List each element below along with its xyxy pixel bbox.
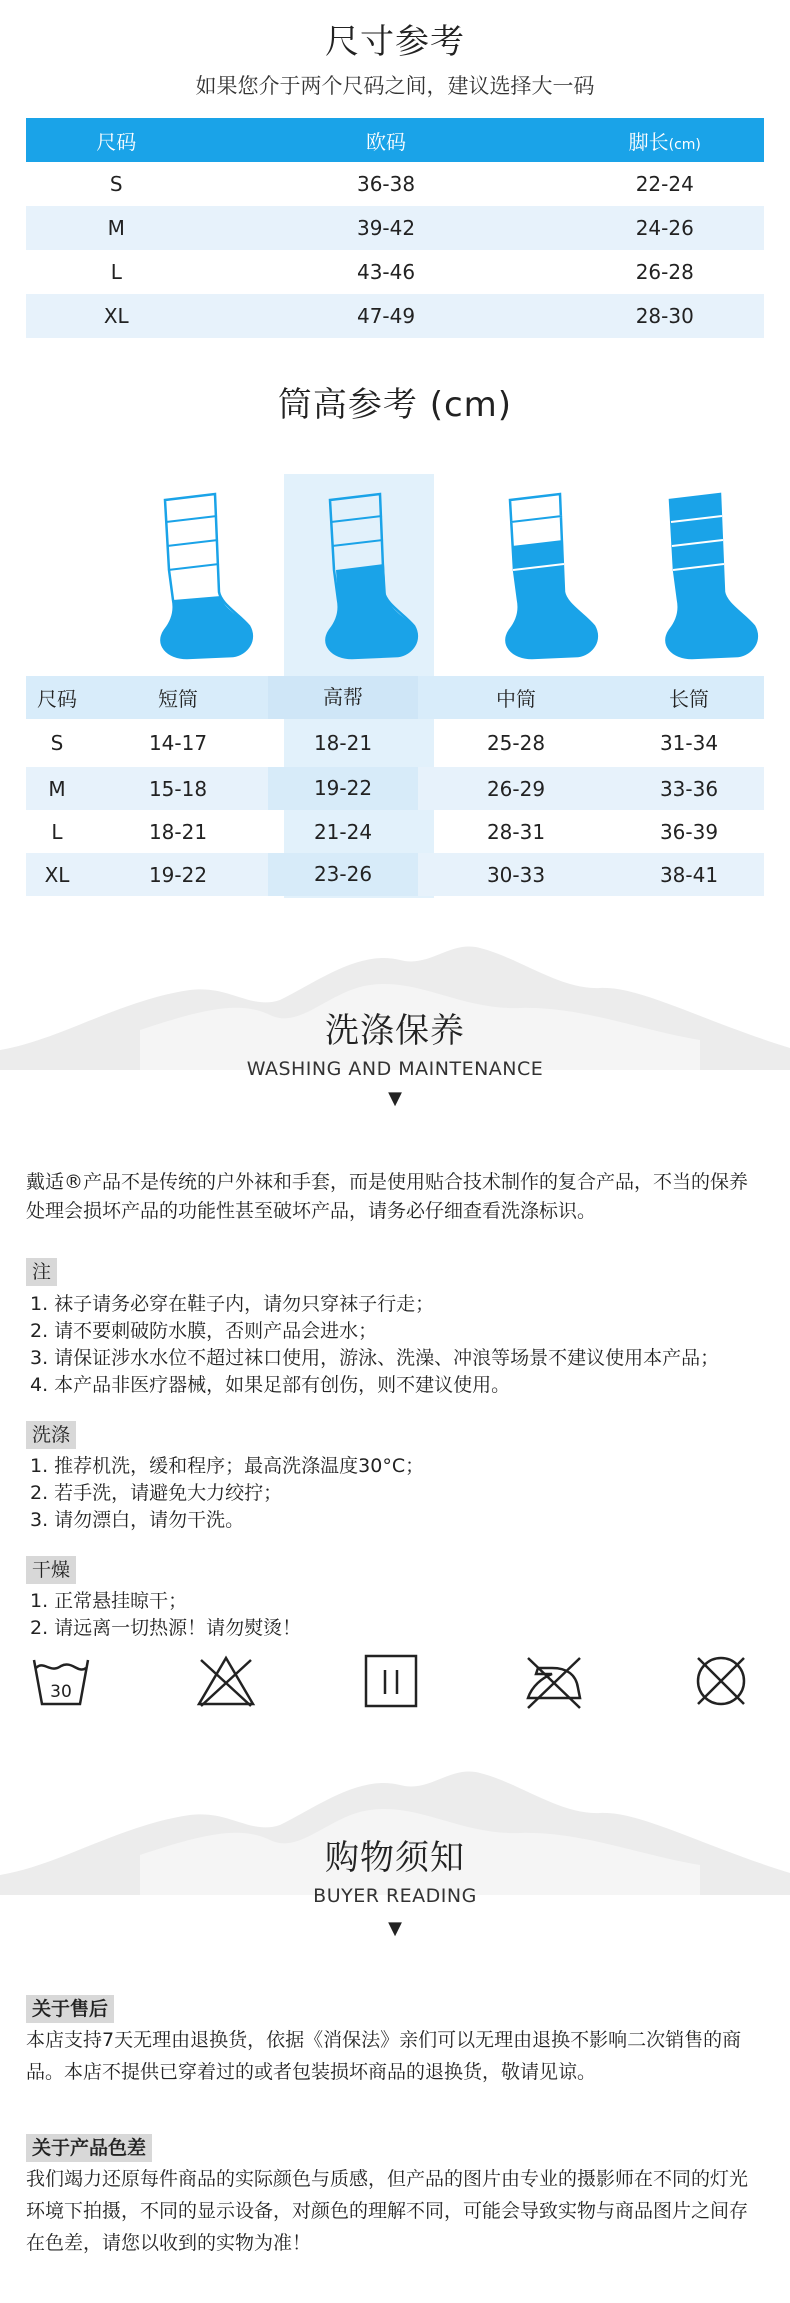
tube-table-header xyxy=(26,676,764,719)
cell: XL xyxy=(44,862,70,887)
buyer-subtitle-en: BUYER READING xyxy=(313,1885,477,1907)
after-sale-section xyxy=(26,1995,114,2023)
cell: 28-30 xyxy=(566,294,764,338)
cell: 30-33 xyxy=(486,862,546,887)
down-triangle-icon: ▼ xyxy=(388,1088,402,1109)
header-foot-length-label: 脚长 xyxy=(628,129,669,154)
after-sale-text: 本店支持7天无理由退换货，依据《消保法》亲们可以无理由退换不影响二次销售的商品。本店不提供已穿着过的或者包装损坏商品的退换货，敬请见谅。 xyxy=(26,2029,742,2083)
cell: L xyxy=(51,819,63,844)
table-row xyxy=(26,162,764,206)
washing-subtitle-en: WASHING AND MAINTENANCE xyxy=(246,1058,544,1080)
no-iron-icon xyxy=(522,1652,586,1710)
no-dry-clean-icon xyxy=(690,1652,752,1710)
cell: 19-22 xyxy=(268,767,418,810)
size-ref-title: 尺寸参考 xyxy=(325,22,465,62)
down-triangle-icon: ▼ xyxy=(388,1918,402,1939)
cell: 18-21 xyxy=(313,731,373,755)
header-long: 长筒 xyxy=(669,687,709,711)
note-label: 注 xyxy=(26,1258,57,1286)
cell: 28-31 xyxy=(486,819,546,844)
list-item: 2. 请远离一切热源！请勿熨烫！ xyxy=(30,1617,302,1639)
table-row xyxy=(26,853,764,896)
cell: 33-36 xyxy=(659,776,719,801)
cell: 18-21 xyxy=(148,819,208,844)
wash-section xyxy=(26,1421,76,1449)
dry-list xyxy=(30,1588,770,1642)
list-item: 4. 本产品非医疗器械，如果足部有创伤，则不建议使用。 xyxy=(30,1374,511,1396)
long-sock-icon xyxy=(666,494,756,658)
color-diff-label: 关于产品色差 xyxy=(26,2134,152,2162)
cell: 15-18 xyxy=(148,776,208,801)
cell: 24-26 xyxy=(566,206,764,250)
table-row xyxy=(26,767,764,810)
cell: 26-28 xyxy=(635,260,694,284)
note-section xyxy=(26,1258,57,1286)
header-high-top: 高帮 xyxy=(268,676,418,719)
cell: 26-29 xyxy=(486,776,546,801)
table-row xyxy=(26,294,764,338)
buyer-title: 购物须知 xyxy=(325,1838,465,1878)
header-foot-length xyxy=(566,118,764,162)
dry-section xyxy=(26,1556,76,1584)
cell: L xyxy=(110,260,122,284)
header-eu-size: 欧码 xyxy=(207,118,566,162)
list-item: 1. 推荐机洗，缓和程序；最高洗涤温度30°C； xyxy=(30,1455,425,1477)
table-row xyxy=(26,206,764,250)
size-table xyxy=(26,118,764,338)
table-row xyxy=(26,250,764,294)
after-sale-label: 关于售后 xyxy=(26,1995,114,2023)
table-row xyxy=(26,719,764,767)
cell: 25-28 xyxy=(486,731,546,755)
short-sock-icon xyxy=(161,494,251,658)
cell: S xyxy=(50,731,64,755)
cell: 23-26 xyxy=(268,853,418,896)
cell: 47-49 xyxy=(207,294,566,338)
list-item: 3. 请勿漂白，请勿干洗。 xyxy=(30,1509,245,1531)
cell: 22-24 xyxy=(635,172,694,196)
cell: M xyxy=(26,206,207,250)
line-dry-icon xyxy=(360,1652,422,1710)
color-diff-text: 我们竭力还原每件商品的实际颜色与质感，但产品的图片由专业的摄影师在不同的灯光环境下拍摄，不同的显示设备，对颜色的理解不同，可能会导致实物与商品图片之间存在色差，请您以收到的实物为准！ xyxy=(26,2168,749,2254)
sock-illustrations xyxy=(0,480,790,670)
color-diff-section xyxy=(26,2134,152,2162)
header-foot-length-unit: (cm) xyxy=(668,136,701,153)
mid-sock-icon xyxy=(506,494,596,658)
cell: 36-38 xyxy=(356,172,416,196)
size-ref-subtitle: 如果您介于两个尺码之间，建议选择大一码 xyxy=(195,74,595,98)
cell: 38-41 xyxy=(659,862,719,887)
list-item: 1. 袜子请务必穿在鞋子内，请勿只穿袜子行走； xyxy=(30,1293,435,1315)
header-size: 尺码 xyxy=(37,687,77,711)
cell: 36-39 xyxy=(659,819,719,844)
table-row xyxy=(26,810,764,853)
dry-label: 干燥 xyxy=(26,1556,76,1584)
wash-label: 洗涤 xyxy=(26,1421,76,1449)
high-top-sock-icon xyxy=(326,494,416,658)
list-item: 2. 请不要刺破防水膜，否则产品会进水； xyxy=(30,1320,378,1342)
wash-temp-label: 30 xyxy=(50,1682,72,1702)
wash-list xyxy=(30,1453,770,1534)
cell: 19-22 xyxy=(148,862,208,887)
wash-30-icon xyxy=(30,1652,92,1710)
header-mid: 中筒 xyxy=(496,687,536,711)
cell: M xyxy=(48,776,66,801)
list-item: 3. 请保证涉水水位不超过袜口使用，游泳、洗澡、冲浪等场景不建议使用本产品； xyxy=(30,1347,720,1369)
cell: 21-24 xyxy=(313,819,373,844)
note-list xyxy=(30,1291,770,1399)
cell: S xyxy=(109,172,123,196)
list-item: 1. 正常悬挂晾干； xyxy=(30,1590,188,1612)
tube-table xyxy=(26,676,764,896)
cell: 14-17 xyxy=(148,731,208,755)
list-item: 2. 若手洗，请避免大力绞拧； xyxy=(30,1482,283,1504)
header-short: 短筒 xyxy=(158,687,198,711)
cell: 43-46 xyxy=(356,260,416,284)
header-size: 尺码 xyxy=(26,118,207,162)
size-table-header xyxy=(26,118,764,162)
no-bleach-icon xyxy=(195,1652,257,1710)
tube-ref-title: 筒高参考 (cm) xyxy=(277,385,513,425)
cell: 39-42 xyxy=(207,206,566,250)
washing-title: 洗涤保养 xyxy=(325,1011,465,1051)
cell: XL xyxy=(26,294,207,338)
cell: 31-34 xyxy=(659,731,719,755)
washing-intro: 戴适®产品不是传统的户外袜和手套，而是使用贴合技术制作的复合产品，不当的保养处理会损坏产品的功能性甚至破坏产品，请务必仔细查看洗涤标识。 xyxy=(26,1171,749,1222)
